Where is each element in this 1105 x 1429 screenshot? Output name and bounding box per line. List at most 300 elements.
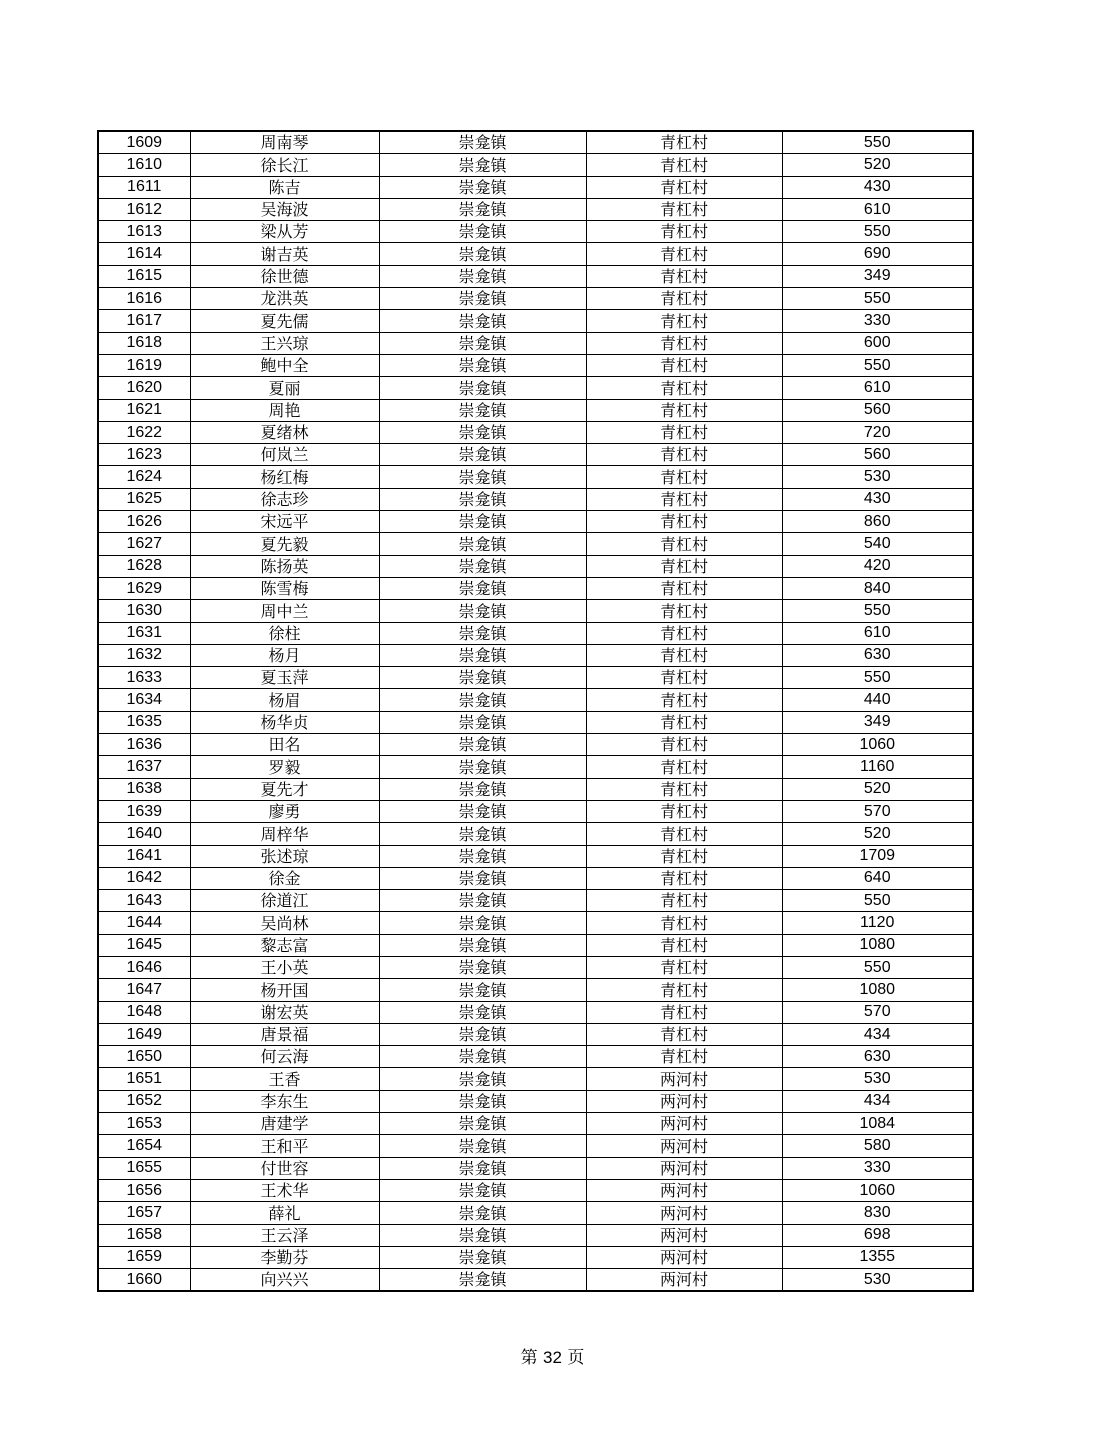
amount-cell: 610 (782, 198, 973, 220)
town-cell: 崇龛镇 (379, 1224, 586, 1246)
table-row (98, 243, 973, 265)
table-row (98, 1157, 973, 1179)
village-cell: 青杠村 (586, 1001, 782, 1023)
town-cell: 崇龛镇 (379, 689, 586, 711)
row-number-cell: 1619 (98, 354, 190, 376)
town-cell: 崇龛镇 (379, 890, 586, 912)
town-cell: 崇龛镇 (379, 622, 586, 644)
table-row (98, 1135, 973, 1157)
village-cell: 两河村 (586, 1246, 782, 1268)
row-number-cell: 1648 (98, 1001, 190, 1023)
village-cell: 青杠村 (586, 890, 782, 912)
village-cell: 青杠村 (586, 600, 782, 622)
town-cell: 崇龛镇 (379, 1023, 586, 1045)
table-row (98, 956, 973, 978)
town-cell: 崇龛镇 (379, 1246, 586, 1268)
village-cell: 青杠村 (586, 533, 782, 555)
name-cell: 李勤芬 (190, 1246, 379, 1268)
village-cell: 青杠村 (586, 956, 782, 978)
name-cell: 唐景福 (190, 1023, 379, 1045)
name-cell: 周艳 (190, 399, 379, 421)
town-cell: 崇龛镇 (379, 533, 586, 555)
row-number-cell: 1658 (98, 1224, 190, 1246)
row-number-cell: 1612 (98, 198, 190, 220)
table-row (98, 265, 973, 287)
village-cell: 两河村 (586, 1157, 782, 1179)
table-row (98, 399, 973, 421)
town-cell: 崇龛镇 (379, 823, 586, 845)
town-cell: 崇龛镇 (379, 912, 586, 934)
amount-cell: 349 (782, 711, 973, 733)
row-number-cell: 1615 (98, 265, 190, 287)
table-row (98, 711, 973, 733)
name-cell: 罗毅 (190, 756, 379, 778)
village-cell: 两河村 (586, 1179, 782, 1201)
amount-cell: 580 (782, 1135, 973, 1157)
row-number-cell: 1614 (98, 243, 190, 265)
village-cell: 青杠村 (586, 845, 782, 867)
name-cell: 李东生 (190, 1090, 379, 1112)
table-row (98, 154, 973, 176)
name-cell: 夏绪林 (190, 421, 379, 443)
town-cell: 崇龛镇 (379, 711, 586, 733)
name-cell: 杨红梅 (190, 466, 379, 488)
amount-cell: 420 (782, 555, 973, 577)
row-number-cell: 1638 (98, 778, 190, 800)
amount-cell: 550 (782, 890, 973, 912)
table-row (98, 1001, 973, 1023)
name-cell: 吴尚林 (190, 912, 379, 934)
town-cell: 崇龛镇 (379, 577, 586, 599)
amount-cell: 840 (782, 577, 973, 599)
name-cell: 徐柱 (190, 622, 379, 644)
table-row (98, 1246, 973, 1268)
name-cell: 王和平 (190, 1135, 379, 1157)
row-number-cell: 1634 (98, 689, 190, 711)
name-cell: 薛礼 (190, 1202, 379, 1224)
row-number-cell: 1650 (98, 1046, 190, 1068)
row-number-cell: 1659 (98, 1246, 190, 1268)
amount-cell: 570 (782, 1001, 973, 1023)
village-cell: 青杠村 (586, 734, 782, 756)
amount-cell: 550 (782, 131, 973, 154)
town-cell: 崇龛镇 (379, 734, 586, 756)
table-row (98, 1269, 973, 1292)
table-row (98, 1113, 973, 1135)
amount-cell: 520 (782, 823, 973, 845)
town-cell: 崇龛镇 (379, 1001, 586, 1023)
amount-cell: 560 (782, 399, 973, 421)
table-row (98, 466, 973, 488)
table-row (98, 867, 973, 889)
row-number-cell: 1630 (98, 600, 190, 622)
row-number-cell: 1636 (98, 734, 190, 756)
amount-cell: 610 (782, 622, 973, 644)
table-row (98, 667, 973, 689)
name-cell: 唐建学 (190, 1113, 379, 1135)
name-cell: 杨月 (190, 644, 379, 666)
village-cell: 青杠村 (586, 555, 782, 577)
village-cell: 青杠村 (586, 131, 782, 154)
town-cell: 崇龛镇 (379, 131, 586, 154)
name-cell: 周梓华 (190, 823, 379, 845)
name-cell: 何云海 (190, 1046, 379, 1068)
village-cell: 两河村 (586, 1269, 782, 1292)
name-cell: 付世容 (190, 1157, 379, 1179)
amount-cell: 530 (782, 1068, 973, 1090)
village-cell: 青杠村 (586, 288, 782, 310)
amount-cell: 330 (782, 1157, 973, 1179)
table-row (98, 577, 973, 599)
table-row (98, 131, 973, 154)
name-cell: 王香 (190, 1068, 379, 1090)
name-cell: 张述琼 (190, 845, 379, 867)
name-cell: 夏丽 (190, 377, 379, 399)
town-cell: 崇龛镇 (379, 421, 586, 443)
table-row (98, 912, 973, 934)
table-row (98, 1202, 973, 1224)
table-row (98, 600, 973, 622)
table-row (98, 778, 973, 800)
village-cell: 青杠村 (586, 377, 782, 399)
table-row (98, 1046, 973, 1068)
village-cell: 两河村 (586, 1135, 782, 1157)
amount-cell: 690 (782, 243, 973, 265)
table-row (98, 310, 973, 332)
amount-cell: 520 (782, 778, 973, 800)
name-cell: 王兴琼 (190, 332, 379, 354)
name-cell: 谢宏英 (190, 1001, 379, 1023)
town-cell: 崇龛镇 (379, 778, 586, 800)
town-cell: 崇龛镇 (379, 555, 586, 577)
amount-cell: 540 (782, 533, 973, 555)
row-number-cell: 1635 (98, 711, 190, 733)
village-cell: 青杠村 (586, 1046, 782, 1068)
row-number-cell: 1633 (98, 667, 190, 689)
town-cell: 崇龛镇 (379, 1046, 586, 1068)
amount-cell: 1080 (782, 979, 973, 1001)
amount-cell: 1120 (782, 912, 973, 934)
table-row (98, 622, 973, 644)
town-cell: 崇龛镇 (379, 1157, 586, 1179)
table-row (98, 1023, 973, 1045)
amount-cell: 560 (782, 444, 973, 466)
town-cell: 崇龛镇 (379, 867, 586, 889)
name-cell: 梁从芳 (190, 221, 379, 243)
village-cell: 青杠村 (586, 823, 782, 845)
amount-cell: 434 (782, 1023, 973, 1045)
row-number-cell: 1624 (98, 466, 190, 488)
row-number-cell: 1629 (98, 577, 190, 599)
table-row (98, 979, 973, 1001)
table-row (98, 533, 973, 555)
row-number-cell: 1642 (98, 867, 190, 889)
row-number-cell: 1657 (98, 1202, 190, 1224)
name-cell: 徐长江 (190, 154, 379, 176)
town-cell: 崇龛镇 (379, 310, 586, 332)
town-cell: 崇龛镇 (379, 1179, 586, 1201)
table-row (98, 1179, 973, 1201)
village-cell: 青杠村 (586, 265, 782, 287)
village-cell: 青杠村 (586, 800, 782, 822)
town-cell: 崇龛镇 (379, 600, 586, 622)
table-row (98, 1068, 973, 1090)
row-number-cell: 1653 (98, 1113, 190, 1135)
amount-cell: 830 (782, 1202, 973, 1224)
row-number-cell: 1618 (98, 332, 190, 354)
row-number-cell: 1616 (98, 288, 190, 310)
name-cell: 夏先才 (190, 778, 379, 800)
village-cell: 两河村 (586, 1113, 782, 1135)
town-cell: 崇龛镇 (379, 399, 586, 421)
amount-cell: 430 (782, 176, 973, 198)
table-row (98, 354, 973, 376)
table-row (98, 176, 973, 198)
amount-cell: 698 (782, 1224, 973, 1246)
name-cell: 何岚兰 (190, 444, 379, 466)
row-number-cell: 1644 (98, 912, 190, 934)
name-cell: 王小英 (190, 956, 379, 978)
row-number-cell: 1649 (98, 1023, 190, 1045)
page-number-prefix: 第 (520, 1348, 538, 1368)
village-cell: 青杠村 (586, 444, 782, 466)
row-number-cell: 1660 (98, 1269, 190, 1292)
town-cell: 崇龛镇 (379, 444, 586, 466)
name-cell: 吴海波 (190, 198, 379, 220)
table-row (98, 511, 973, 533)
row-number-cell: 1654 (98, 1135, 190, 1157)
name-cell: 谢吉英 (190, 243, 379, 265)
roster-table-body (98, 131, 973, 1291)
row-number-cell: 1626 (98, 511, 190, 533)
name-cell: 徐志珍 (190, 488, 379, 510)
page-number: 32 (543, 1348, 562, 1367)
town-cell: 崇龛镇 (379, 1113, 586, 1135)
town-cell: 崇龛镇 (379, 845, 586, 867)
town-cell: 崇龛镇 (379, 265, 586, 287)
town-cell: 崇龛镇 (379, 956, 586, 978)
amount-cell: 1084 (782, 1113, 973, 1135)
name-cell: 徐世德 (190, 265, 379, 287)
village-cell: 青杠村 (586, 778, 782, 800)
row-number-cell: 1623 (98, 444, 190, 466)
village-cell: 青杠村 (586, 689, 782, 711)
village-cell: 青杠村 (586, 154, 782, 176)
amount-cell: 1060 (782, 1179, 973, 1201)
amount-cell: 550 (782, 354, 973, 376)
table-row (98, 845, 973, 867)
name-cell: 龙洪英 (190, 288, 379, 310)
amount-cell: 570 (782, 800, 973, 822)
table-row (98, 377, 973, 399)
name-cell: 周南琴 (190, 131, 379, 154)
amount-cell: 550 (782, 288, 973, 310)
name-cell: 夏先毅 (190, 533, 379, 555)
row-number-cell: 1625 (98, 488, 190, 510)
name-cell: 周中兰 (190, 600, 379, 622)
page-footer (0, 1343, 1105, 1368)
village-cell: 青杠村 (586, 867, 782, 889)
amount-cell: 530 (782, 466, 973, 488)
town-cell: 崇龛镇 (379, 354, 586, 376)
amount-cell: 1709 (782, 845, 973, 867)
table-row (98, 756, 973, 778)
name-cell: 陈吉 (190, 176, 379, 198)
village-cell: 青杠村 (586, 421, 782, 443)
row-number-cell: 1617 (98, 310, 190, 332)
village-cell: 青杠村 (586, 399, 782, 421)
village-cell: 青杠村 (586, 577, 782, 599)
name-cell: 王术华 (190, 1179, 379, 1201)
town-cell: 崇龛镇 (379, 644, 586, 666)
town-cell: 崇龛镇 (379, 1202, 586, 1224)
name-cell: 杨眉 (190, 689, 379, 711)
village-cell: 青杠村 (586, 466, 782, 488)
row-number-cell: 1655 (98, 1157, 190, 1179)
village-cell: 青杠村 (586, 332, 782, 354)
village-cell: 青杠村 (586, 310, 782, 332)
row-number-cell: 1632 (98, 644, 190, 666)
table-row (98, 221, 973, 243)
town-cell: 崇龛镇 (379, 511, 586, 533)
roster-table (97, 130, 974, 1292)
amount-cell: 550 (782, 221, 973, 243)
table-row (98, 800, 973, 822)
amount-cell: 1355 (782, 1246, 973, 1268)
amount-cell: 330 (782, 310, 973, 332)
town-cell: 崇龛镇 (379, 243, 586, 265)
row-number-cell: 1645 (98, 934, 190, 956)
village-cell: 青杠村 (586, 711, 782, 733)
row-number-cell: 1621 (98, 399, 190, 421)
table-row (98, 689, 973, 711)
town-cell: 崇龛镇 (379, 934, 586, 956)
row-number-cell: 1640 (98, 823, 190, 845)
village-cell: 青杠村 (586, 756, 782, 778)
name-cell: 王云泽 (190, 1224, 379, 1246)
village-cell: 青杠村 (586, 243, 782, 265)
name-cell: 徐道江 (190, 890, 379, 912)
town-cell: 崇龛镇 (379, 979, 586, 1001)
amount-cell: 720 (782, 421, 973, 443)
town-cell: 崇龛镇 (379, 176, 586, 198)
name-cell: 向兴兴 (190, 1269, 379, 1292)
table-row (98, 555, 973, 577)
village-cell: 青杠村 (586, 622, 782, 644)
row-number-cell: 1656 (98, 1179, 190, 1201)
amount-cell: 550 (782, 667, 973, 689)
name-cell: 廖勇 (190, 800, 379, 822)
row-number-cell: 1613 (98, 221, 190, 243)
table-row (98, 288, 973, 310)
table-row (98, 421, 973, 443)
town-cell: 崇龛镇 (379, 667, 586, 689)
row-number-cell: 1651 (98, 1068, 190, 1090)
amount-cell: 550 (782, 600, 973, 622)
amount-cell: 349 (782, 265, 973, 287)
town-cell: 崇龛镇 (379, 1090, 586, 1112)
row-number-cell: 1652 (98, 1090, 190, 1112)
name-cell: 黎志富 (190, 934, 379, 956)
name-cell: 宋远平 (190, 511, 379, 533)
village-cell: 青杠村 (586, 176, 782, 198)
village-cell: 青杠村 (586, 354, 782, 376)
amount-cell: 1160 (782, 756, 973, 778)
village-cell: 青杠村 (586, 488, 782, 510)
village-cell: 青杠村 (586, 198, 782, 220)
table-row (98, 934, 973, 956)
village-cell: 青杠村 (586, 1023, 782, 1045)
amount-cell: 440 (782, 689, 973, 711)
name-cell: 徐金 (190, 867, 379, 889)
row-number-cell: 1646 (98, 956, 190, 978)
town-cell: 崇龛镇 (379, 1068, 586, 1090)
village-cell: 青杠村 (586, 979, 782, 1001)
town-cell: 崇龛镇 (379, 377, 586, 399)
town-cell: 崇龛镇 (379, 332, 586, 354)
village-cell: 两河村 (586, 1202, 782, 1224)
table-row (98, 734, 973, 756)
name-cell: 陈雪梅 (190, 577, 379, 599)
row-number-cell: 1631 (98, 622, 190, 644)
table-row (98, 890, 973, 912)
town-cell: 崇龛镇 (379, 221, 586, 243)
table-row (98, 644, 973, 666)
row-number-cell: 1620 (98, 377, 190, 399)
row-number-cell: 1639 (98, 800, 190, 822)
row-number-cell: 1643 (98, 890, 190, 912)
town-cell: 崇龛镇 (379, 466, 586, 488)
village-cell: 两河村 (586, 1068, 782, 1090)
name-cell: 杨华贞 (190, 711, 379, 733)
row-number-cell: 1622 (98, 421, 190, 443)
town-cell: 崇龛镇 (379, 800, 586, 822)
amount-cell: 1080 (782, 934, 973, 956)
name-cell: 陈扬英 (190, 555, 379, 577)
row-number-cell: 1627 (98, 533, 190, 555)
row-number-cell: 1628 (98, 555, 190, 577)
amount-cell: 860 (782, 511, 973, 533)
town-cell: 崇龛镇 (379, 154, 586, 176)
table-row (98, 332, 973, 354)
village-cell: 两河村 (586, 1090, 782, 1112)
village-cell: 青杠村 (586, 912, 782, 934)
row-number-cell: 1610 (98, 154, 190, 176)
town-cell: 崇龛镇 (379, 488, 586, 510)
row-number-cell: 1611 (98, 176, 190, 198)
table-row (98, 488, 973, 510)
row-number-cell: 1609 (98, 131, 190, 154)
village-cell: 青杠村 (586, 934, 782, 956)
row-number-cell: 1637 (98, 756, 190, 778)
name-cell: 夏玉萍 (190, 667, 379, 689)
amount-cell: 630 (782, 644, 973, 666)
table-row (98, 1224, 973, 1246)
table-row (98, 444, 973, 466)
town-cell: 崇龛镇 (379, 198, 586, 220)
table-row (98, 198, 973, 220)
amount-cell: 640 (782, 867, 973, 889)
row-number-cell: 1641 (98, 845, 190, 867)
name-cell: 田名 (190, 734, 379, 756)
amount-cell: 1060 (782, 734, 973, 756)
village-cell: 青杠村 (586, 644, 782, 666)
table-row (98, 1090, 973, 1112)
page-number-suffix: 页 (567, 1348, 585, 1368)
amount-cell: 610 (782, 377, 973, 399)
amount-cell: 430 (782, 488, 973, 510)
town-cell: 崇龛镇 (379, 288, 586, 310)
